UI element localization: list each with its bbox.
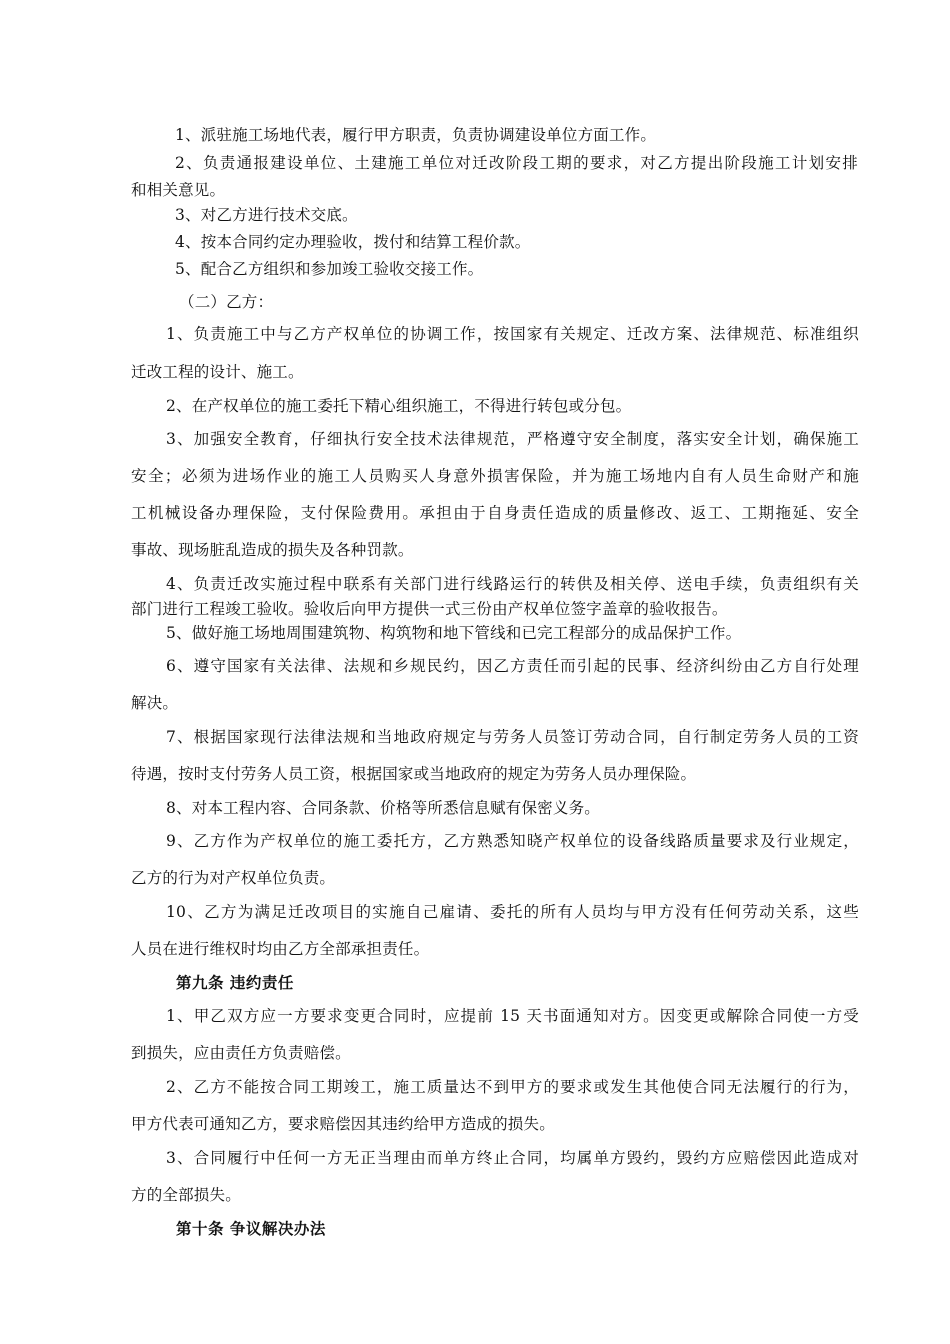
yi-duty-4: 4、负责迁改实施过程中联系有关部门进行线路运行的转供及相关停、送电手续，负责组织有关 <box>166 575 859 593</box>
yi-duty-3: 3、加强安全教育，仔细执行安全技术法律规范，严格遵守安全制度，落实安全计划，确保施工 <box>166 430 859 448</box>
yi-duty-7-cont: 待遇，按时支付劳务人员工资，根据国家或当地政府的规定为劳务人员办理保险。 <box>131 765 697 783</box>
jia-duty-3: 3、对乙方进行技术交底。 <box>175 206 358 224</box>
yi-duty-1-cont: 迁改工程的设计、施工。 <box>131 363 304 381</box>
jia-duty-2-cont: 和相关意见。 <box>131 181 226 199</box>
article-9-clause-3-cont: 方的全部损失。 <box>131 1186 241 1204</box>
yi-duty-10-cont: 人员在进行维权时均由乙方全部承担责任。 <box>131 940 430 958</box>
yi-duty-8: 8、对本工程内容、合同条款、价格等所悉信息赋有保密义务。 <box>166 799 600 817</box>
yi-duty-9-cont: 乙方的行为对产权单位负责。 <box>131 869 336 887</box>
jia-duty-5: 5、配合乙方组织和参加竣工验收交接工作。 <box>175 260 484 278</box>
article-9-heading: 第九条 违约责任 <box>176 973 294 992</box>
yi-duty-6: 6、遵守国家有关法律、法规和乡规民约，因乙方责任而引起的民事、经济纠纷由乙方自行处理 <box>166 657 859 675</box>
jia-duty-4: 4、按本合同约定办理验收，拨付和结算工程价款。 <box>175 233 531 251</box>
article-10-heading: 第十条 争议解决办法 <box>176 1219 326 1238</box>
article-9-clause-2: 2、乙方不能按合同工期竣工，施工质量达不到甲方的要求或发生其他使合同无法履行的行为， <box>166 1078 859 1096</box>
yi-duty-3-cont-b: 工机械设备办理保险，支付保险费用。承担由于自身责任造成的质量修改、返工、工期拖延、安全 <box>131 504 859 522</box>
article-9-clause-2-cont: 甲方代表可通知乙方，要求赔偿因其违约给甲方造成的损失。 <box>131 1115 555 1133</box>
yi-duty-3-cont-c: 事故、现场脏乱造成的损失及各种罚款。 <box>131 541 414 559</box>
yi-duty-1: 1、负责施工中与乙方产权单位的协调工作，按国家有关规定、迁改方案、法律规范、标准组织 <box>166 325 859 343</box>
article-9-clause-1: 1、甲乙双方应一方要求变更合同时，应提前 15 天书面通知对方。因变更或解除合同使一方受 <box>166 1007 859 1025</box>
yi-duty-3-cont-a: 安全；必须为进场作业的施工人员购买人身意外损害保险，并为施工场地内自有人员生命财产和施 <box>131 467 859 485</box>
jia-duty-1: 1、派驻施工场地代表，履行甲方职责，负责协调建设单位方面工作。 <box>175 126 657 144</box>
yi-duty-7: 7、根据国家现行法律法规和当地政府规定与劳务人员签订劳动合同，自行制定劳务人员的工资 <box>166 728 859 746</box>
jia-duty-2: 2、负责通报建设单位、土建施工单位对迁改阶段工期的要求，对乙方提出阶段施工计划安排 <box>175 154 858 172</box>
yi-duty-6-cont: 解决。 <box>131 694 179 712</box>
yi-duty-4-cont: 部门进行工程竣工验收。验收后向甲方提供一式三份由产权单位签字盖章的验收报告。 <box>131 600 728 618</box>
yi-duty-10: 10、乙方为满足迁改项目的实施自己雇请、委托的所有人员均与甲方没有任何劳动关系，这些 <box>166 903 859 921</box>
article-9-clause-1-cont: 到损失，应由责任方负责赔偿。 <box>131 1044 351 1062</box>
yi-duty-5: 5、做好施工场地周围建筑物、构筑物和地下管线和已完工程部分的成品保护工作。 <box>166 624 742 642</box>
article-9-clause-3: 3、合同履行中任何一方无正当理由而单方终止合同，均属单方毁约，毁约方应赔偿因此造成对 <box>166 1149 859 1167</box>
yi-section-heading: （二）乙方： <box>179 293 274 311</box>
yi-duty-9: 9、乙方作为产权单位的施工委托方，乙方熟悉知晓产权单位的设备线路质量要求及行业规定， <box>166 832 859 850</box>
yi-duty-2: 2、在产权单位的施工委托下精心组织施工，不得进行转包或分包。 <box>166 397 632 415</box>
